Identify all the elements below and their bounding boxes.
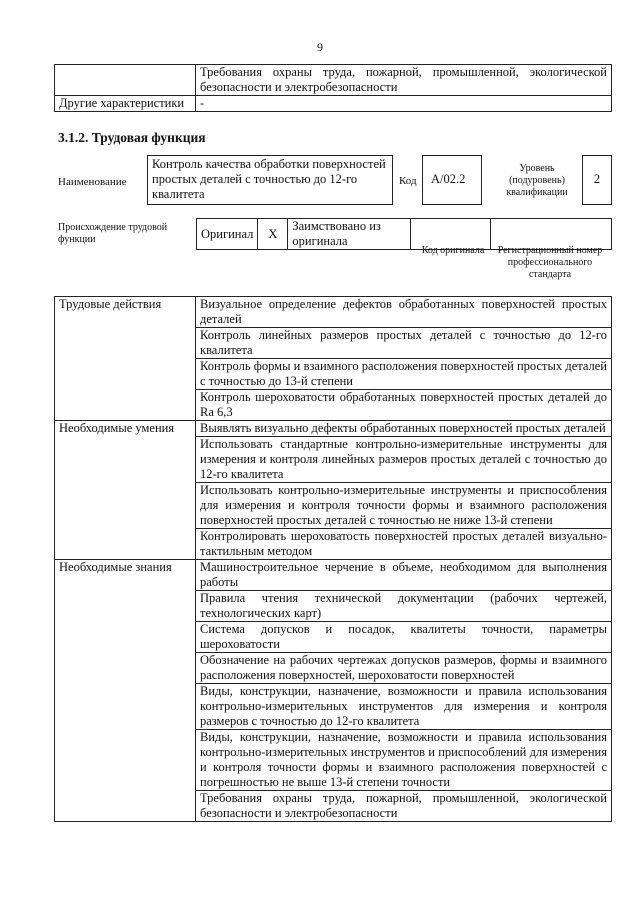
group-item: Выявлять визуально дефекты обработанных поверхностей простых деталей	[196, 421, 612, 437]
row-value: -	[196, 96, 612, 112]
group-item: Контролировать шероховатость поверхностей простых деталей визуально-тактильным методом	[196, 529, 612, 560]
table-row	[55, 297, 612, 328]
group-item: Система допусков и посадок, квалитеты точности, параметры шероховатости	[196, 622, 612, 653]
group-item: Использовать контрольно-измерительные инструменты и приспособления для измерения и контроля точности формы и взаимного расположения поверхностей простых деталей с точностью не ниже 13-й степени	[196, 483, 612, 529]
group-item: Контроль линейных размеров простых деталей с точностью до 12-го квалитета	[196, 328, 612, 359]
group-item: Контроль формы и взаимного расположения поверхностей простых деталей с точностью до 13-й степени	[196, 359, 612, 390]
main-table	[54, 296, 612, 822]
group-label: Необходимые умения	[55, 421, 196, 560]
name-label: Наименование	[58, 176, 127, 188]
row-label	[55, 65, 196, 96]
group-item: Контроль шероховатости обработанных поверхностей простых деталей до Ra 6,3	[196, 390, 612, 421]
table-row	[55, 560, 612, 591]
original-mark: X	[258, 219, 288, 250]
group-item: Визуальное определение дефектов обработанных поверхностей простых деталей	[196, 297, 612, 328]
code-label: Код	[399, 175, 417, 187]
row-label: Другие характеристики	[55, 96, 196, 112]
table-row	[55, 65, 612, 96]
group-item: Машиностроительное черчение в объеме, необходимом для выполнения работы	[196, 560, 612, 591]
row-value: Требования охраны труда, пожарной, промышленной, экологической безопасности и электробезопасности	[196, 65, 612, 96]
table-row	[55, 96, 612, 112]
table-row	[55, 421, 612, 437]
reg-caption: Регистрационный номер профессионального стандарта	[497, 245, 603, 280]
group-item: Виды, конструкции, назначение, возможности и правила использования контрольно-измерительных инструментов для измерения и контроля размеров с точностью до 12-го квалитета	[196, 684, 612, 730]
group-label: Трудовые действия	[55, 297, 196, 421]
top-table	[54, 64, 612, 112]
level-box: 2	[582, 155, 612, 205]
group-item: Обозначение на рабочих чертежах допусков размеров, формы и взаимного расположения поверхностей, шероховатости поверхностей	[196, 653, 612, 684]
code-box: А/02.2	[422, 155, 482, 205]
code-caption: Код оригинала	[421, 245, 485, 256]
section-title: 3.1.2. Трудовая функция	[58, 130, 206, 145]
level-label: Уровень (подуровень) квалификации	[506, 163, 568, 198]
group-item: Виды, конструкции, назначение, возможности и правила использования контрольно-измерительных инструментов и приспособлений для измерения и контроля точности формы и взаимного расположения поверхностей с погрешностью не выше 13-й степени точности	[196, 730, 612, 791]
page-number: 9	[317, 40, 323, 54]
group-item: Использовать стандартные контрольно-измерительные инструменты для измерения и контроля линейных размеров простых деталей с точностью до 12-го квалитета	[196, 437, 612, 483]
function-name-box: Контроль качества обработки поверхностей простых деталей с точностью до 12-го квалитета	[147, 155, 393, 205]
group-item: Правила чтения технической документации (рабочих чертежей, технологических карт)	[196, 591, 612, 622]
group-item: Требования охраны труда, пожарной, промышленной, экологической безопасности и электробезопасности	[196, 791, 612, 822]
origin-label: Происхождение трудовой функции	[58, 222, 168, 245]
borrowed-label: Заимствовано из оригинала	[288, 219, 411, 250]
original-label: Оригинал	[197, 219, 258, 250]
group-label: Необходимые знания	[55, 560, 196, 822]
